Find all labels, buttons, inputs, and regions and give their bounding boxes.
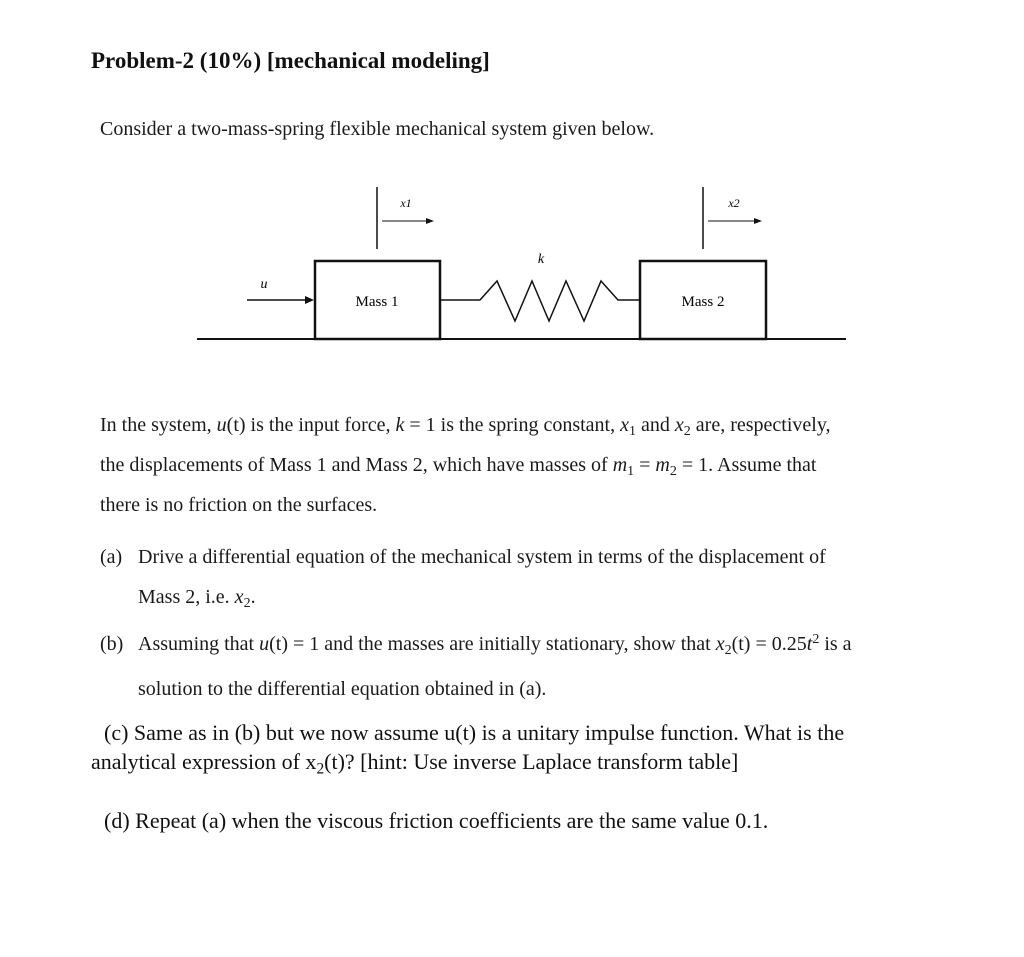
description-line-2: the displacements of Mass 1 and Mass 2, which have masses of $m_1 = m_2 = 1$. Assume that	[100, 454, 817, 480]
input-label-u: u	[260, 277, 268, 292]
question-c-line-1: (c) Same as in (b) but we now assume u(t) is a unitary impulse function. What is the	[104, 720, 845, 745]
intro-text: Consider a two-mass-spring flexible mechanical system given below.	[100, 118, 655, 140]
question-b-line-1: Assuming that u(t) = 1 and the masses are initially stationary, show that $x_2(t) = 0.25t^2$ is a	[138, 632, 852, 659]
problem-title: Problem-2 (10%) [mechanical modeling]	[91, 48, 490, 73]
question-a-line-2: Mass 2, i.e. $x_2$.	[138, 586, 256, 612]
spring	[440, 281, 640, 321]
description-line-3: there is no friction on the surfaces.	[100, 494, 378, 516]
input-arrow-head	[305, 296, 314, 304]
question-d-line: (d) Repeat (a) when the viscous friction coefficients are the same value 0.1.	[104, 808, 769, 833]
x1-arrow-head	[426, 218, 434, 224]
x2-label: x2	[728, 196, 740, 210]
question-a-line-1: Drive a differential equation of the mechanical system in terms of the displacement of	[138, 546, 826, 568]
question-c-line-2: analytical expression of $x_2(t)$? [hint: Use inverse Laplace transform table]	[91, 749, 739, 778]
x1-label: x1	[400, 196, 412, 210]
description-line-1: In the system, u(t) is the input force, k = 1 is the spring constant, $x_1$ and $x_2$ are, respectively,	[100, 414, 831, 440]
mass1-label: Mass 1	[355, 294, 399, 310]
spring-label-k: k	[537, 252, 545, 267]
question-a-label: (a)	[100, 546, 123, 568]
question-b-label: (b)	[100, 633, 124, 655]
x2-arrow-head	[754, 218, 762, 224]
mass2-label: Mass 2	[681, 294, 725, 310]
question-b-line-2: solution to the differential equation obtained in (a).	[138, 678, 547, 700]
